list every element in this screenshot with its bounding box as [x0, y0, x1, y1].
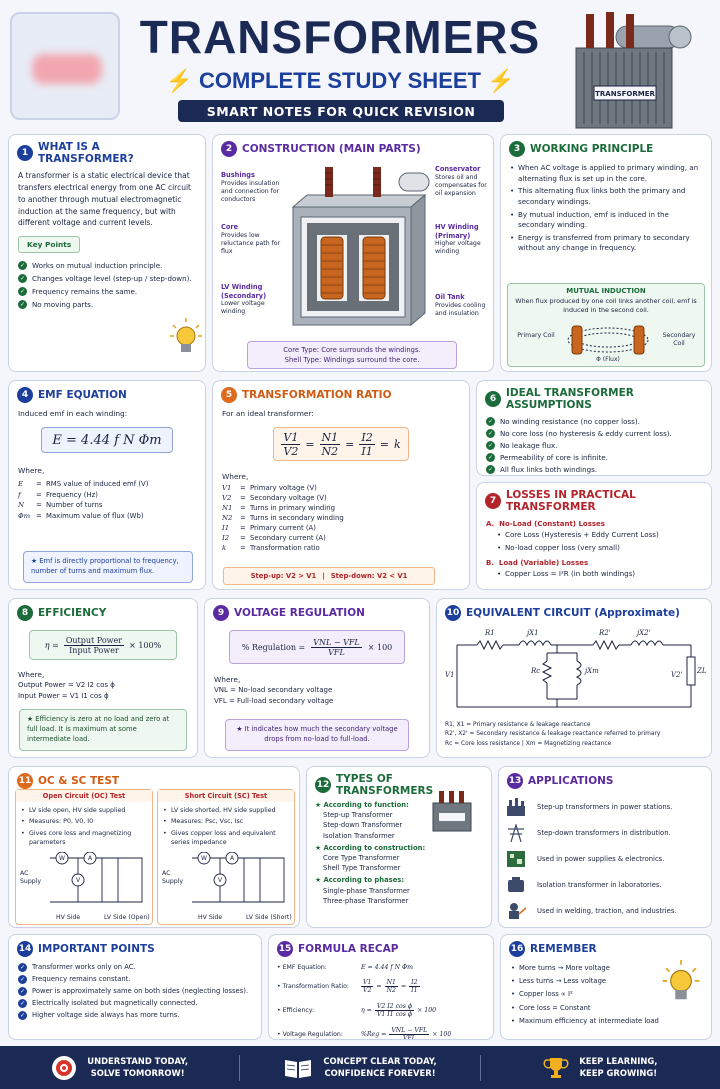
sc-item: • Measures: Psc, Vsc, Isc: [162, 817, 290, 826]
definition-text: A transformer is a static electrical device that transfers electrical energy from one AC circuit to another through mutual electromagnetic induction at the same frequency, but with different voltage and current levels.: [18, 171, 191, 228]
transformer-image: [558, 8, 708, 130]
input-power: Input Power = V1 I1 cos ϕ: [18, 692, 109, 701]
sc-test-panel: [157, 789, 295, 925]
section-number: 6: [485, 391, 501, 407]
vnl-definition: VNL = No-load secondary voltage: [214, 686, 333, 695]
check-icon: ✓: [19, 964, 26, 971]
oc-item: • Gives core loss and magnetizing parameters: [20, 829, 148, 848]
label-v1: V1: [445, 671, 455, 679]
type-item: Step-up Transformer: [323, 811, 393, 820]
lv-open-label: LV Side (Open): [104, 914, 150, 921]
application-item: Used in power supplies & electronics.: [505, 846, 705, 872]
card-ideal-assumptions: [476, 380, 712, 476]
section-title: CONSTRUCTION (MAIN PARTS): [242, 143, 421, 155]
section-title: TYPES OF TRANSFORMERS: [336, 773, 434, 797]
hv-side-label: HV Side: [198, 914, 223, 921]
card-working-principle: [500, 134, 712, 372]
voltmeter-label: V: [75, 877, 81, 884]
transmission-tower-icon: [505, 824, 527, 842]
section-title: EFFICIENCY: [38, 607, 107, 619]
emf-intro: Induced emf in each winding:: [18, 409, 128, 418]
check-icon: ✓: [19, 262, 26, 270]
definition-row: V2 = Secondary voltage (V): [222, 493, 327, 502]
oc-item: • LV side open, HV side supplied: [20, 806, 148, 815]
mi-title: MUTUAL INDUCTION: [566, 287, 646, 295]
page-subtitle: ⚡ COMPLETE STUDY SHEET ⚡: [165, 68, 515, 93]
remember-item: • Maximum efficiency at intermediate load: [510, 1016, 702, 1026]
transformer-icon: [429, 789, 475, 833]
loss-group-b: B. Load (Variable) Losses: [486, 559, 589, 568]
section-title: WHAT IS A TRANSFORMER?: [38, 141, 134, 165]
label-lv-winding: LV Winding (Secondary) Lower voltage winding: [221, 283, 267, 316]
regulation-note: ★ It indicates how much the secondary voltage drops from no-load to full-load.: [225, 719, 409, 751]
step-note: Step-up: V2 > V1 | Step-down: V2 < V1: [223, 567, 435, 585]
section-number: 8: [17, 605, 33, 621]
assumption-item: ✓ No core loss (no hysteresis & eddy current loss).: [487, 429, 672, 438]
check-icon: ✓: [19, 301, 26, 309]
definition-row: N2 = Turns in secondary winding: [222, 513, 344, 522]
important-point: ✓ Power is approximately same on both sides (neglecting losses).: [19, 987, 249, 995]
assumption-item: ✓ No winding resistance (no copper loss).: [487, 417, 640, 426]
key-point: ✓ Works on mutual induction principle.: [19, 261, 163, 271]
ac-supply-label: AC Supply: [20, 870, 42, 886]
label-zl: ZL: [697, 667, 707, 675]
footer-message: CONCEPT CLEAR TODAY, CONFIDENCE FOREVER!: [240, 1056, 479, 1079]
important-point: ✓ Electrically isolated but magnetically connected.: [19, 999, 198, 1007]
check-icon: ✓: [19, 288, 26, 296]
regulation-formula: % Regulation = $\frac{\text{VNL − VFL}}{\text{VFL}}$ × 100: [229, 630, 405, 664]
recap-row: • EMF Equation: E = 4.44 f N Φm: [277, 963, 413, 971]
section-title: IMPORTANT POINTS: [38, 943, 155, 955]
star-icon: ★: [27, 715, 36, 723]
ammeter-label: A: [229, 855, 235, 862]
section-number: 13: [507, 773, 523, 789]
check-icon: ✓: [19, 1012, 26, 1019]
lv-short-label: LV Side (Short): [246, 914, 292, 921]
section-number: 10: [445, 605, 461, 621]
flux-label: Φ (Flux): [596, 356, 620, 363]
check-icon: ✓: [19, 988, 26, 995]
where-label: Where,: [214, 675, 241, 684]
equivalent-circuit-diagram: [443, 623, 707, 715]
label-r2: R2': [599, 629, 611, 637]
section-number: 11: [17, 773, 33, 789]
section-number: 7: [485, 493, 501, 509]
type-group: ★ According to function:: [315, 801, 409, 809]
type-item: Isolation Transformer: [323, 831, 395, 840]
star-icon: ★: [236, 725, 245, 733]
card-important-points: [8, 934, 262, 1040]
section-number: 5: [221, 387, 237, 403]
card-emf-equation: [8, 380, 206, 590]
footer-message: KEEP LEARNING, KEEP GROWING!: [481, 1055, 720, 1081]
remember-item: • Copper loss ∝ I²: [510, 989, 702, 999]
loss-item: • Core Loss (Hysteresis + Eddy Current Loss): [496, 530, 702, 541]
key-point: ✓ Changes voltage level (step-up / step-down).: [19, 274, 192, 284]
key-point: ✓ No moving parts.: [19, 300, 94, 310]
definition-row: k = Transformation ratio: [222, 543, 320, 552]
trophy-icon: [543, 1055, 569, 1081]
loss-item: • No-load copper loss (very small): [496, 543, 702, 554]
definition-row: V1 = Primary voltage (V): [222, 483, 317, 492]
ratio-formula: $\frac{V1}{V2}$ = $\frac{N1}{N2}$ = $\frac{I2}{I1}$ = k: [273, 427, 409, 461]
label-rc: Rc: [531, 667, 541, 675]
section-title: LOSSES IN PRACTICAL TRANSFORMER: [506, 489, 636, 513]
section-number: 3: [509, 141, 525, 157]
logo-blur: [10, 12, 120, 120]
section-number: 15: [277, 941, 293, 957]
card-equivalent-circuit: [436, 598, 712, 758]
sc-item: • Gives copper loss and equivalent series impedance: [162, 829, 290, 848]
principle-point: • By mutual induction, emf is induced in the secondary winding.: [509, 210, 703, 231]
important-point: ✓ Frequency remains constant.: [19, 975, 131, 983]
card-losses: [476, 482, 712, 590]
type-group: ★ According to phases:: [315, 876, 405, 885]
section-number: 12: [315, 777, 331, 793]
lightbulb-icon: [169, 317, 203, 357]
principle-point: • This alternating flux links both the primary and secondary windings.: [509, 186, 703, 207]
assumption-item: ✓ All flux links both windings.: [487, 465, 598, 474]
label-xm: jXm: [585, 667, 599, 675]
section-title: EMF EQUATION: [38, 389, 127, 401]
card-efficiency: [8, 598, 198, 758]
section-number: 4: [17, 387, 33, 403]
power-station-icon: [505, 798, 527, 816]
label-x1: jX1: [527, 629, 539, 637]
type-item: Step-down Transformer: [323, 821, 403, 830]
welding-icon: [505, 902, 527, 920]
star-icon: ★: [31, 557, 40, 565]
card-what-is-transformer: [8, 134, 206, 372]
principle-point: • Energy is transferred from primary to secondary without any change in frequency.: [509, 233, 703, 254]
ammeter-label: A: [87, 855, 93, 862]
primary-coil-label: Primary Coil: [517, 332, 555, 339]
section-title: TRANSFORMATION RATIO: [242, 389, 392, 401]
card-applications: [498, 766, 712, 928]
important-point: ✓ Transformer works only on AC.: [19, 963, 136, 971]
card-remember: [500, 934, 712, 1040]
oc-test-title: Open Circuit (OC) Test: [16, 790, 152, 802]
definition-row: I1 = Primary current (A): [222, 523, 316, 532]
loss-group-a: A. No-Load (Constant) Losses: [486, 520, 605, 528]
mutual-induction-box: [507, 283, 705, 367]
key-points-badge: Key Points: [18, 236, 80, 253]
application-item: Used in welding, traction, and industries.: [505, 898, 705, 924]
key-point: ✓ Frequency remains the same.: [19, 287, 138, 297]
where-label: Where,: [18, 670, 45, 679]
section-title: APPLICATIONS: [528, 775, 614, 787]
loss-item: • Copper Loss = I²R (in both windings): [496, 569, 702, 580]
voltmeter-label: V: [217, 877, 223, 884]
emf-formula: E = 4.44 f N Φm: [41, 427, 173, 453]
ratio-intro: For an ideal transformer:: [222, 409, 314, 418]
check-icon: ✓: [487, 442, 494, 449]
target-icon: [51, 1055, 77, 1081]
check-icon: ✓: [487, 418, 494, 425]
card-voltage-regulation: [204, 598, 430, 758]
check-icon: ✓: [487, 430, 494, 437]
transformer-plate-label: TRANSFORMER: [595, 90, 655, 98]
label-conservator: Conservator Stores oil and compensates for oil expansion: [435, 165, 487, 197]
efficiency-note: ★ Efficiency is zero at no load and zero at full load. It is maximum at some intermediate load.: [19, 709, 187, 751]
page-title: TRANSFORMERS: [139, 11, 541, 63]
wattmeter-label: W: [59, 855, 65, 862]
type-item: Three-phase Transformer: [323, 896, 409, 905]
section-number: 2: [221, 141, 237, 157]
where-label: Where,: [222, 472, 249, 482]
check-icon: ✓: [19, 976, 26, 983]
application-item: Isolation transformer in laboratories.: [505, 872, 705, 898]
label-core: Core Provides low reluctance path for flux: [221, 223, 281, 255]
hv-side-label: HV Side: [56, 914, 81, 921]
card-types: [306, 766, 492, 928]
application-item: Step-up transformers in power stations.: [505, 794, 705, 820]
check-icon: ✓: [19, 275, 26, 283]
type-item: Core Type Transformer: [323, 853, 400, 862]
label-r1: R1: [485, 629, 495, 637]
circuit-board-icon: [505, 850, 527, 868]
core-shell-note: Core Type: Core surrounds the windings. Shell Type: Windings surround the core.: [247, 341, 457, 369]
important-point: ✓ Higher voltage side always has more turns.: [19, 1011, 180, 1019]
label-v2: V2': [671, 671, 683, 679]
card-construction: [212, 134, 494, 372]
definition-row: N = Number of turns: [18, 501, 103, 510]
check-icon: ✓: [487, 466, 494, 473]
output-power: Output Power = V2 I2 cos ϕ: [18, 681, 115, 690]
definition-row: N1 = Turns in primary winding: [222, 503, 335, 512]
label-x2: jX2': [637, 629, 651, 637]
section-title: WORKING PRINCIPLE: [530, 143, 654, 155]
section-number: 1: [17, 145, 33, 161]
check-icon: ✓: [19, 1000, 26, 1007]
remember-item: • More turns → More voltage: [510, 963, 702, 973]
recap-row: • Transformation Ratio: $\frac{V1}{V2}$ = $\frac{N1}{N2}$ = $\frac{I2}{I1}$: [277, 978, 418, 994]
sc-test-title: Short Circuit (SC) Test: [158, 790, 294, 802]
assumption-item: ✓ Permeability of core is infinite.: [487, 453, 608, 462]
card-oc-sc-test: [8, 766, 300, 928]
section-title: VOLTAGE REGULATION: [234, 607, 365, 619]
section-title: OC & SC TEST: [38, 775, 120, 787]
sc-item: • LV side shorted, HV side supplied: [162, 806, 290, 815]
efficiency-formula: η = $\frac{\text{Output Power}}{\text{Input Power}}$ × 100%: [29, 630, 177, 660]
circuit-legend: R1, X1 = Primary resistance & leakage reactance R2', X2' = Secondary resistance & leakage reactance referred to primary Rc = Core loss resistance | Xm = Magnetizing reactance: [445, 722, 661, 747]
oc-test-panel: [15, 789, 153, 925]
tagline-banner: SMART NOTES FOR QUICK REVISION: [178, 100, 504, 122]
section-number: 9: [213, 605, 229, 621]
section-title: FORMULA RECAP: [298, 943, 399, 955]
definition-row: Φm = Maximum value of flux (Wb): [18, 512, 144, 521]
mi-body: When flux produced by one coil links another coil, emf is induced in the second coil.: [515, 297, 697, 315]
definition-row: f = Frequency (Hz): [18, 490, 98, 499]
where-label: Where,: [18, 466, 45, 476]
card-formula-recap: [268, 934, 494, 1040]
remember-item: • Core loss = Constant: [510, 1003, 702, 1013]
section-title: REMEMBER: [530, 943, 597, 955]
principle-point: • When AC voltage is applied to primary winding, an alternating flux is set up in the core.: [509, 163, 703, 184]
wattmeter-label: W: [201, 855, 207, 862]
recap-row: • Efficiency: η = $\frac{\text{V2 I2 cos ϕ}}{\text{V1 I1 cos ϕ}}$ × 100: [277, 1002, 437, 1018]
vfl-definition: VFL = Full-load secondary voltage: [214, 697, 334, 706]
recap-row: • Voltage Regulation: %Reg = $\frac{\text{VNL − VFL}}{\text{VFL}}$ × 100: [277, 1026, 452, 1040]
application-item: Step-down transformers in distribution.: [505, 820, 705, 846]
card-transformation-ratio: [212, 380, 470, 590]
section-title: EQUIVALENT CIRCUIT (Approximate): [466, 607, 680, 619]
ac-supply-label: AC Supply: [162, 870, 184, 886]
type-item: Single-phase Transformer: [323, 886, 410, 895]
definition-row: I2 = Secondary current (A): [222, 533, 326, 542]
type-group: ★ According to construction:: [315, 843, 426, 852]
emf-note: ★ Emf is directly proportional to frequency, number of turns and maximum flux.: [23, 551, 193, 583]
check-icon: ✓: [487, 454, 494, 461]
definition-row: E = RMS value of induced emf (V): [18, 479, 149, 488]
section-number: 16: [509, 941, 525, 957]
footer-message: UNDERSTAND TODAY, SOLVE TOMORROW!: [0, 1055, 239, 1081]
section-number: 14: [17, 941, 33, 957]
section-title: IDEAL TRANSFORMER ASSUMPTIONS: [506, 387, 634, 411]
remember-item: • Less turns → Less voltage: [510, 976, 702, 986]
isolation-transformer-icon: [505, 876, 527, 894]
label-oil-tank: Oil Tank Provides cooling and insulation: [435, 293, 486, 317]
assumption-item: ✓ No leakage flux.: [487, 441, 558, 450]
label-bushings: Bushings Provides insulation and connection for conductors: [221, 171, 280, 203]
label-hv-winding: HV Winding (Primary) Higher voltage winding: [435, 223, 481, 256]
lightbulb-icon: [661, 959, 701, 1005]
secondary-coil-label: Secondary Coil: [662, 332, 696, 348]
oc-item: • Measures: P0, V0, I0: [20, 817, 148, 826]
construction-diagram: [287, 161, 433, 333]
footer-banner: [0, 1046, 720, 1089]
type-item: Shell Type Transformer: [323, 864, 401, 873]
book-icon: [283, 1057, 313, 1079]
